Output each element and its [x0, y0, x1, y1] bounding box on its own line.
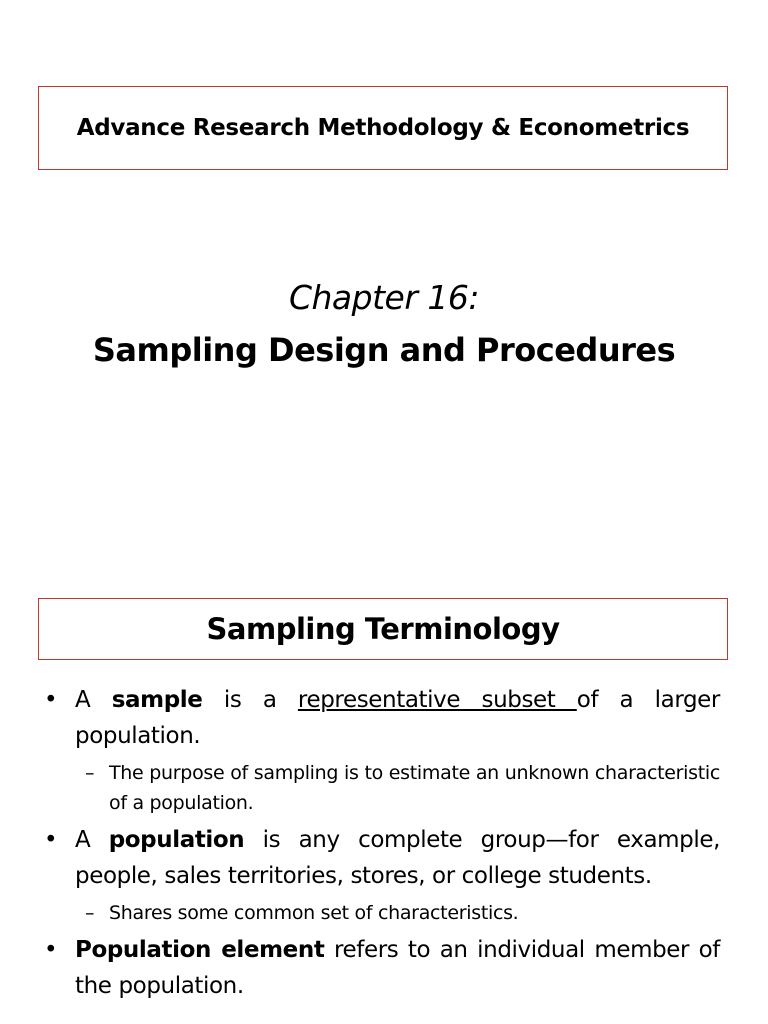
sub-bullet-symbol: – [85, 902, 95, 924]
chapter-title: Sampling Design and Procedures [92, 331, 676, 369]
sub-bullet-symbol: – [85, 762, 95, 784]
course-title: Advance Research Methodology & Econometrics [76, 115, 690, 141]
sub-text: Shares some common set of characteristics. [109, 902, 519, 924]
bullet-text: A population is any complete group—for example, people, sales territories, stores, or college students. [75, 827, 720, 889]
term-population: population [108, 827, 245, 853]
bullet-symbol: • [44, 937, 58, 963]
bullet-symbol: • [44, 687, 58, 713]
sub-text: The purpose of sampling is to estimate an unknown characteristic of a population. [109, 762, 720, 814]
sub-item-shared-characteristics [85, 898, 720, 928]
bullet-list [44, 682, 720, 1004]
underlined-phrase: representative subset [297, 687, 577, 713]
bullet-item-population-element [44, 932, 720, 1004]
section-title-box [38, 598, 728, 660]
bullet-item-sample [44, 682, 720, 754]
term-population-element: Population element [75, 937, 325, 963]
bullet-symbol: • [44, 827, 58, 853]
term-sample: sample [111, 687, 203, 713]
bullet-text: A sample is a representative subset of a larger population. [75, 687, 720, 749]
bullet-text: Population element refers to an individual member of the population. [75, 937, 720, 999]
bullet-item-population [44, 822, 720, 894]
section-title: Sampling Terminology [206, 612, 560, 646]
course-title-box [38, 86, 728, 170]
chapter-heading [0, 272, 768, 376]
sub-item-sampling-purpose [85, 758, 720, 818]
chapter-label: Chapter 16: [288, 278, 480, 317]
